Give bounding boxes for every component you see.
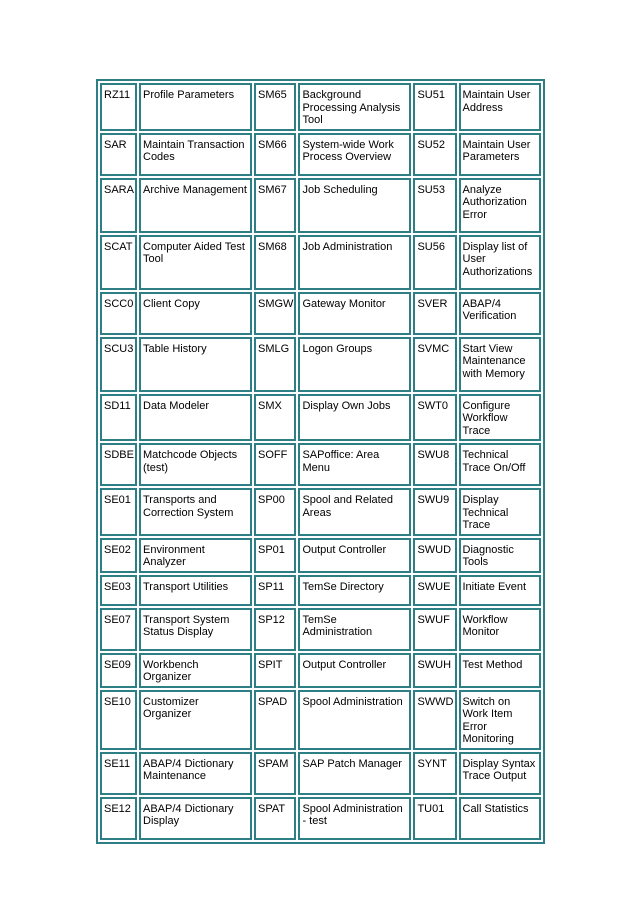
transaction-code-cell: TU01 [413, 797, 456, 840]
transaction-code-cell: SU51 [413, 83, 456, 131]
transaction-code-cell: SE11 [100, 752, 137, 795]
transaction-code-cell: SWWD [413, 690, 456, 750]
description-cell: Output Controller [298, 538, 411, 573]
description-cell: Logon Groups [298, 337, 411, 392]
transaction-code-cell: SCU3 [100, 337, 137, 392]
description-cell: Matchcode Objects (test) [139, 443, 252, 486]
description-cell: Maintain User Address [459, 83, 541, 131]
description-cell: Configure Workflow Trace [459, 394, 541, 442]
transaction-code-cell: SWU8 [413, 443, 456, 486]
transaction-code-cell: SAR [100, 133, 137, 176]
transaction-code-cell: SPAD [254, 690, 296, 750]
transaction-code-cell: SVMC [413, 337, 456, 392]
transaction-code-cell: SWUH [413, 653, 456, 688]
transaction-code-cell: SYNT [413, 752, 456, 795]
transaction-code-cell: SE01 [100, 488, 137, 536]
transaction-code-cell: SU56 [413, 235, 456, 290]
description-cell: SAP Patch Manager [298, 752, 411, 795]
description-cell: Display Technical Trace [459, 488, 541, 536]
description-cell: Data Modeler [139, 394, 252, 442]
description-cell: Table History [139, 337, 252, 392]
description-cell: Call Statistics [459, 797, 541, 840]
table-row [100, 488, 541, 536]
description-cell: ABAP/4 Verification [459, 292, 541, 335]
description-cell: Maintain User Parameters [459, 133, 541, 176]
transaction-code-cell: SU53 [413, 178, 456, 233]
table-body [100, 83, 541, 840]
transaction-code-cell: SM66 [254, 133, 296, 176]
description-cell: Profile Parameters [139, 83, 252, 131]
description-cell: Transport System Status Display [139, 608, 252, 651]
description-cell: Maintain Transaction Codes [139, 133, 252, 176]
table-row [100, 690, 541, 750]
table-row [100, 443, 541, 486]
transaction-code-cell: SWU9 [413, 488, 456, 536]
transaction-code-cell: SE02 [100, 538, 137, 573]
transaction-code-cell: SE10 [100, 690, 137, 750]
table-row [100, 133, 541, 176]
transaction-code-cell: SDBE [100, 443, 137, 486]
description-cell: Customizer Organizer [139, 690, 252, 750]
transaction-code-cell: SU52 [413, 133, 456, 176]
transaction-code-cell: SPAM [254, 752, 296, 795]
transaction-code-cell: SE03 [100, 575, 137, 606]
description-cell: Job Administration [298, 235, 411, 290]
transaction-code-cell: SE07 [100, 608, 137, 651]
transaction-code-cell: SM65 [254, 83, 296, 131]
table-row [100, 575, 541, 606]
description-cell: Transports and Correction System [139, 488, 252, 536]
transaction-code-cell: SMLG [254, 337, 296, 392]
description-cell: TemSe Directory [298, 575, 411, 606]
description-cell: ABAP/4 Dictionary Maintenance [139, 752, 252, 795]
description-cell: Spool Administration - test [298, 797, 411, 840]
table-row [100, 337, 541, 392]
transaction-code-cell: SOFF [254, 443, 296, 486]
description-cell: Transport Utilities [139, 575, 252, 606]
table-row [100, 752, 541, 795]
description-cell: Test Method [459, 653, 541, 688]
description-cell: Analyze Authorization Error [459, 178, 541, 233]
description-cell: System-wide Work Process Overview [298, 133, 411, 176]
transaction-code-cell: SVER [413, 292, 456, 335]
transaction-code-cell: SP00 [254, 488, 296, 536]
description-cell: Switch on Work Item Error Monitoring [459, 690, 541, 750]
transaction-code-cell: SM67 [254, 178, 296, 233]
description-cell: ABAP/4 Dictionary Display [139, 797, 252, 840]
transaction-code-cell: SP01 [254, 538, 296, 573]
transaction-code-cell: SWT0 [413, 394, 456, 442]
table-row [100, 608, 541, 651]
description-cell: Spool Administration [298, 690, 411, 750]
description-cell: Job Scheduling [298, 178, 411, 233]
table-row [100, 83, 541, 131]
description-cell: Output Controller [298, 653, 411, 688]
description-cell: TemSe Administration [298, 608, 411, 651]
description-cell: Gateway Monitor [298, 292, 411, 335]
description-cell: Workflow Monitor [459, 608, 541, 651]
description-cell: Diagnostic Tools [459, 538, 541, 573]
description-cell: Spool and Related Areas [298, 488, 411, 536]
transaction-code-cell: SMX [254, 394, 296, 442]
transaction-code-cell: SM68 [254, 235, 296, 290]
table-row [100, 235, 541, 290]
description-cell: Computer Aided Test Tool [139, 235, 252, 290]
transaction-code-cell: SPIT [254, 653, 296, 688]
table-row [100, 538, 541, 573]
transaction-code-cell: SCC0 [100, 292, 137, 335]
description-cell: Display list of User Authorizations [459, 235, 541, 290]
description-cell: Background Processing Analysis Tool [298, 83, 411, 131]
transaction-code-cell: SE09 [100, 653, 137, 688]
description-cell: Environment Analyzer [139, 538, 252, 573]
transaction-code-cell: SD11 [100, 394, 137, 442]
transaction-code-cell: SMGW [254, 292, 296, 335]
transaction-code-cell: SWUE [413, 575, 456, 606]
table-row [100, 394, 541, 442]
transaction-code-cell: SARA [100, 178, 137, 233]
transaction-code-cell: RZ11 [100, 83, 137, 131]
table-row [100, 797, 541, 840]
description-cell: Archive Management [139, 178, 252, 233]
description-cell: SAPoffice: Area Menu [298, 443, 411, 486]
description-cell: Initiate Event [459, 575, 541, 606]
table-row [100, 292, 541, 335]
transaction-code-cell: SCAT [100, 235, 137, 290]
transaction-code-cell: SPAT [254, 797, 296, 840]
description-cell: Display Own Jobs [298, 394, 411, 442]
table-row [100, 178, 541, 233]
transaction-code-cell: SWUF [413, 608, 456, 651]
description-cell: Display Syntax Trace Output [459, 752, 541, 795]
description-cell: Start View Maintenance with Memory [459, 337, 541, 392]
description-cell: Workbench Organizer [139, 653, 252, 688]
description-cell: Technical Trace On/Off [459, 443, 541, 486]
transaction-code-cell: SP11 [254, 575, 296, 606]
transaction-code-cell: SE12 [100, 797, 137, 840]
transaction-code-cell: SP12 [254, 608, 296, 651]
table-row [100, 653, 541, 688]
description-cell: Client Copy [139, 292, 252, 335]
transaction-code-table [96, 79, 545, 844]
transaction-code-cell: SWUD [413, 538, 456, 573]
